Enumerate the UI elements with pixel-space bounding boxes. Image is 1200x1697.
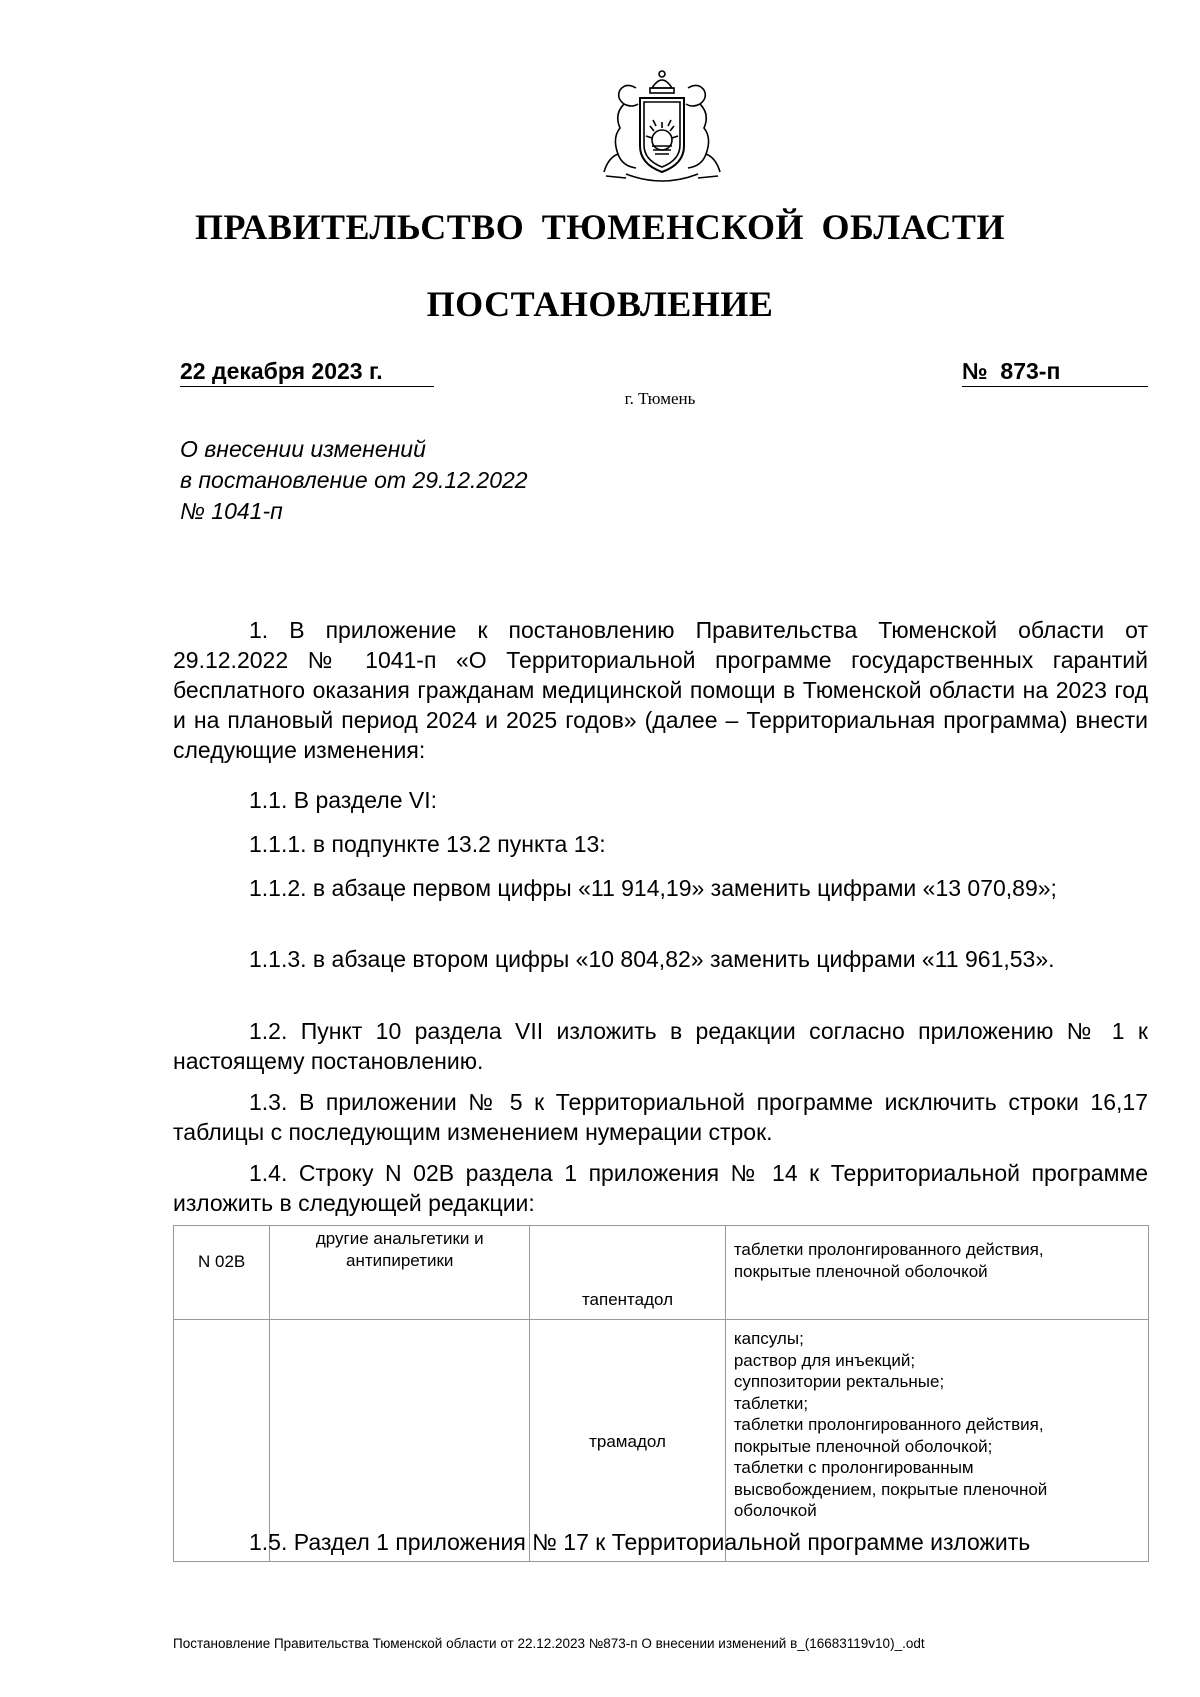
table-cell-drug: трамадол xyxy=(530,1320,726,1562)
paragraph-1-3: 1.3. В приложении № 5 к Территориальной программе исключить строки 16,17 таблицы с последующим изменением нумерации строк. xyxy=(173,1089,1148,1145)
paragraph-1-1-3: 1.1.3. в абзаце втором цифры «10 804,82» заменить цифрами «11 961,53». xyxy=(249,946,1055,972)
form-line: покрытые пленочной оболочкой xyxy=(733,1261,988,1281)
government-title: ПРАВИТЕЛЬСТВО ТЮМЕНСКОЙ ОБЛАСТИ xyxy=(195,207,1005,247)
table-cell-code: N 02B xyxy=(174,1226,270,1320)
form-line: капсулы; xyxy=(733,1329,804,1348)
form-line: оболочкой xyxy=(733,1501,817,1520)
subject-line: № 1041-п xyxy=(180,498,283,524)
form-line: раствор для инъекций; xyxy=(733,1350,916,1370)
document-footer: Постановление Правительства Тюменской области от 22.12.2023 №873-п О внесении изменений в_(16683119v10)_.odt xyxy=(173,1636,925,1651)
document-city: г. Тюмень xyxy=(624,389,696,408)
form-line: таблетки; xyxy=(733,1393,809,1413)
document-date: 22 декабря 2023 г. xyxy=(180,356,434,387)
coat-of-arms-icon xyxy=(596,68,728,190)
table-cell-forms xyxy=(725,1226,1148,1320)
table-row xyxy=(174,1226,1149,1320)
paragraph-1-1-2: 1.1.2. в абзаце первом цифры «11 914,19» заменить цифрами «13 070,89»; xyxy=(249,875,1057,901)
form-line: таблетки пролонгированного действия, xyxy=(733,1240,1044,1259)
table-cell-group xyxy=(270,1320,530,1562)
drug-table xyxy=(173,1225,1149,1562)
table-cell-drug: тапентадол xyxy=(530,1226,726,1320)
document-subject xyxy=(180,434,528,527)
paragraph-1-5: 1.5. Раздел 1 приложения № 17 к Территориальной программе изложить xyxy=(249,1529,1031,1555)
table-row xyxy=(174,1320,1149,1562)
subject-line: О внесении изменений xyxy=(180,436,426,462)
document-type: ПОСТАНОВЛЕНИЕ xyxy=(426,284,774,324)
paragraph-1-1: 1.1. В разделе VI: xyxy=(249,787,438,813)
table-cell-forms xyxy=(725,1320,1148,1562)
table-cell-group: другие анальгетики и антипиретики xyxy=(270,1226,530,1320)
paragraph-1: 1. В приложение к постановлению Правительства Тюменской области от 29.12.2022 № 1041-п «О Территориальной программе государственных гарантий бесплатного оказания гражданам медицинской помощи в Тюменской области на 2023 год и на плановый период 2024 и 2025 годов» (далее – Территориальная программа) внести следующие изменения: xyxy=(173,617,1148,763)
form-line: таблетки с пролонгированным xyxy=(733,1458,974,1477)
paragraph-1-2: 1.2. Пункт 10 раздела VII изложить в редакции согласно приложению № 1 к настоящему постановлению. xyxy=(173,1018,1148,1074)
form-line: высвобождением, покрытые пленочной xyxy=(733,1479,1048,1499)
coat-of-arms-emblem xyxy=(596,68,728,190)
paragraph-1-4: 1.4. Строку N 02B раздела 1 приложения № 14 к Территориальной программе изложить в следующей редакции: xyxy=(173,1160,1148,1216)
document-number: № 873-п xyxy=(962,356,1148,387)
subject-line: в постановление от 29.12.2022 xyxy=(180,467,528,493)
table-cell-code xyxy=(174,1320,270,1562)
form-line: суппозитории ректальные; xyxy=(733,1372,945,1391)
form-line: таблетки пролонгированного действия, xyxy=(733,1415,1044,1434)
form-line: покрытые пленочной оболочкой; xyxy=(733,1436,993,1456)
paragraph-1-1-1: 1.1.1. в подпункте 13.2 пункта 13: xyxy=(249,831,606,857)
